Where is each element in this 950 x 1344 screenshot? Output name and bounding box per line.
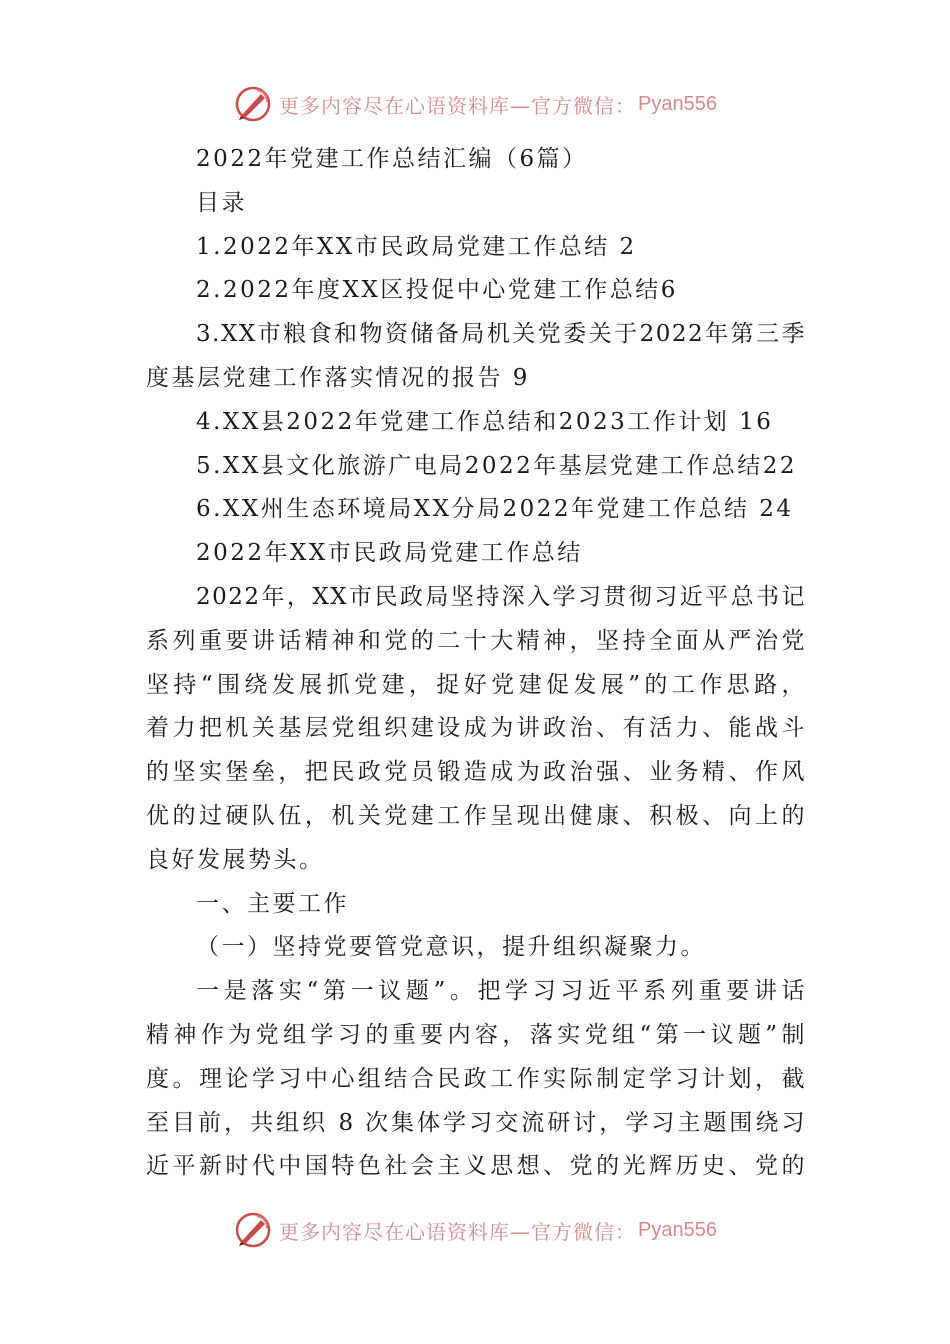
text-line: 目录 [196,189,247,216]
watermark-wechat-id: Pyan556 [638,1218,717,1241]
text-line: 3.XX市粮食和物资储备局机关党委关于2022年第三季 [196,321,806,348]
text-line: 2.2022年度XX区投促中心党建工作总结6 [196,277,678,304]
text-line: 4.XX县2022年党建工作总结和2023工作计划 16 [196,408,774,435]
text-line: 着力把机关基层党组织建设成为讲政治、有活力、能战斗 [146,715,806,742]
footer-watermark [0,1208,950,1252]
text-line: 系列重要讲话精神和党的二十大精神，坚持全面从严治党 [146,627,806,654]
pen-logo-icon [233,84,273,124]
text-line: 5.XX县文化旅游广电局2022年基层党建工作总结22 [196,452,797,479]
pen-logo-icon [233,1210,273,1250]
text-line: 2022年，XX市民政局坚持深入学习贯彻习近平总书记 [196,583,806,610]
text-line: 6.XX州生态环境局XX分局2022年党建工作总结 24 [196,496,794,523]
watermark-text: 更多内容尽在心语资料库—官方微信： [279,93,637,118]
text-line: 度。理论学习中心组结合民政工作实际制定学习计划，截 [146,1065,806,1092]
text-line: 一是落实“第一议题”。把学习习近平系列重要讲话 [196,978,806,1005]
watermark-wechat-id: Pyan556 [638,92,717,115]
document-body [146,138,806,1189]
text-line: 度基层党建工作落实情况的报告 9 [146,364,530,391]
text-line: 至目前，共组织 8 次集体学习交流研讨，学习主题围绕习 [146,1109,806,1136]
text-line: 良好发展势头。 [146,846,325,873]
watermark-text: 更多内容尽在心语资料库—官方微信： [279,1219,637,1244]
text-line: 坚持“围绕发展抓党建，捉好党建促发展”的工作思路， [146,671,806,698]
header-watermark [0,82,950,126]
text-line: 精神作为党组学习的重要内容，落实党组“第一议题”制 [146,1021,806,1048]
text-line: 的坚实堡垒，把民政党员锻造成为政治强、业务精、作风 [146,759,806,786]
text-line: 一、主要工作 [196,890,349,917]
text-line: 2022年党建工作总结汇编（6篇） [196,146,588,172]
text-line: 近平新时代中国特色社会主义思想、党的光辉历史、党的 [146,1153,806,1180]
text-line: 1.2022年XX市民政局党建工作总结 2 [196,233,637,260]
text-line: 优的过硬队伍，机关党建工作呈现出健康、积极、向上的 [146,802,806,829]
text-line: （一）坚持党要管党意识，提升组织凝聚力。 [196,934,706,961]
text-line: 2022年XX市民政局党建工作总结 [196,540,583,567]
